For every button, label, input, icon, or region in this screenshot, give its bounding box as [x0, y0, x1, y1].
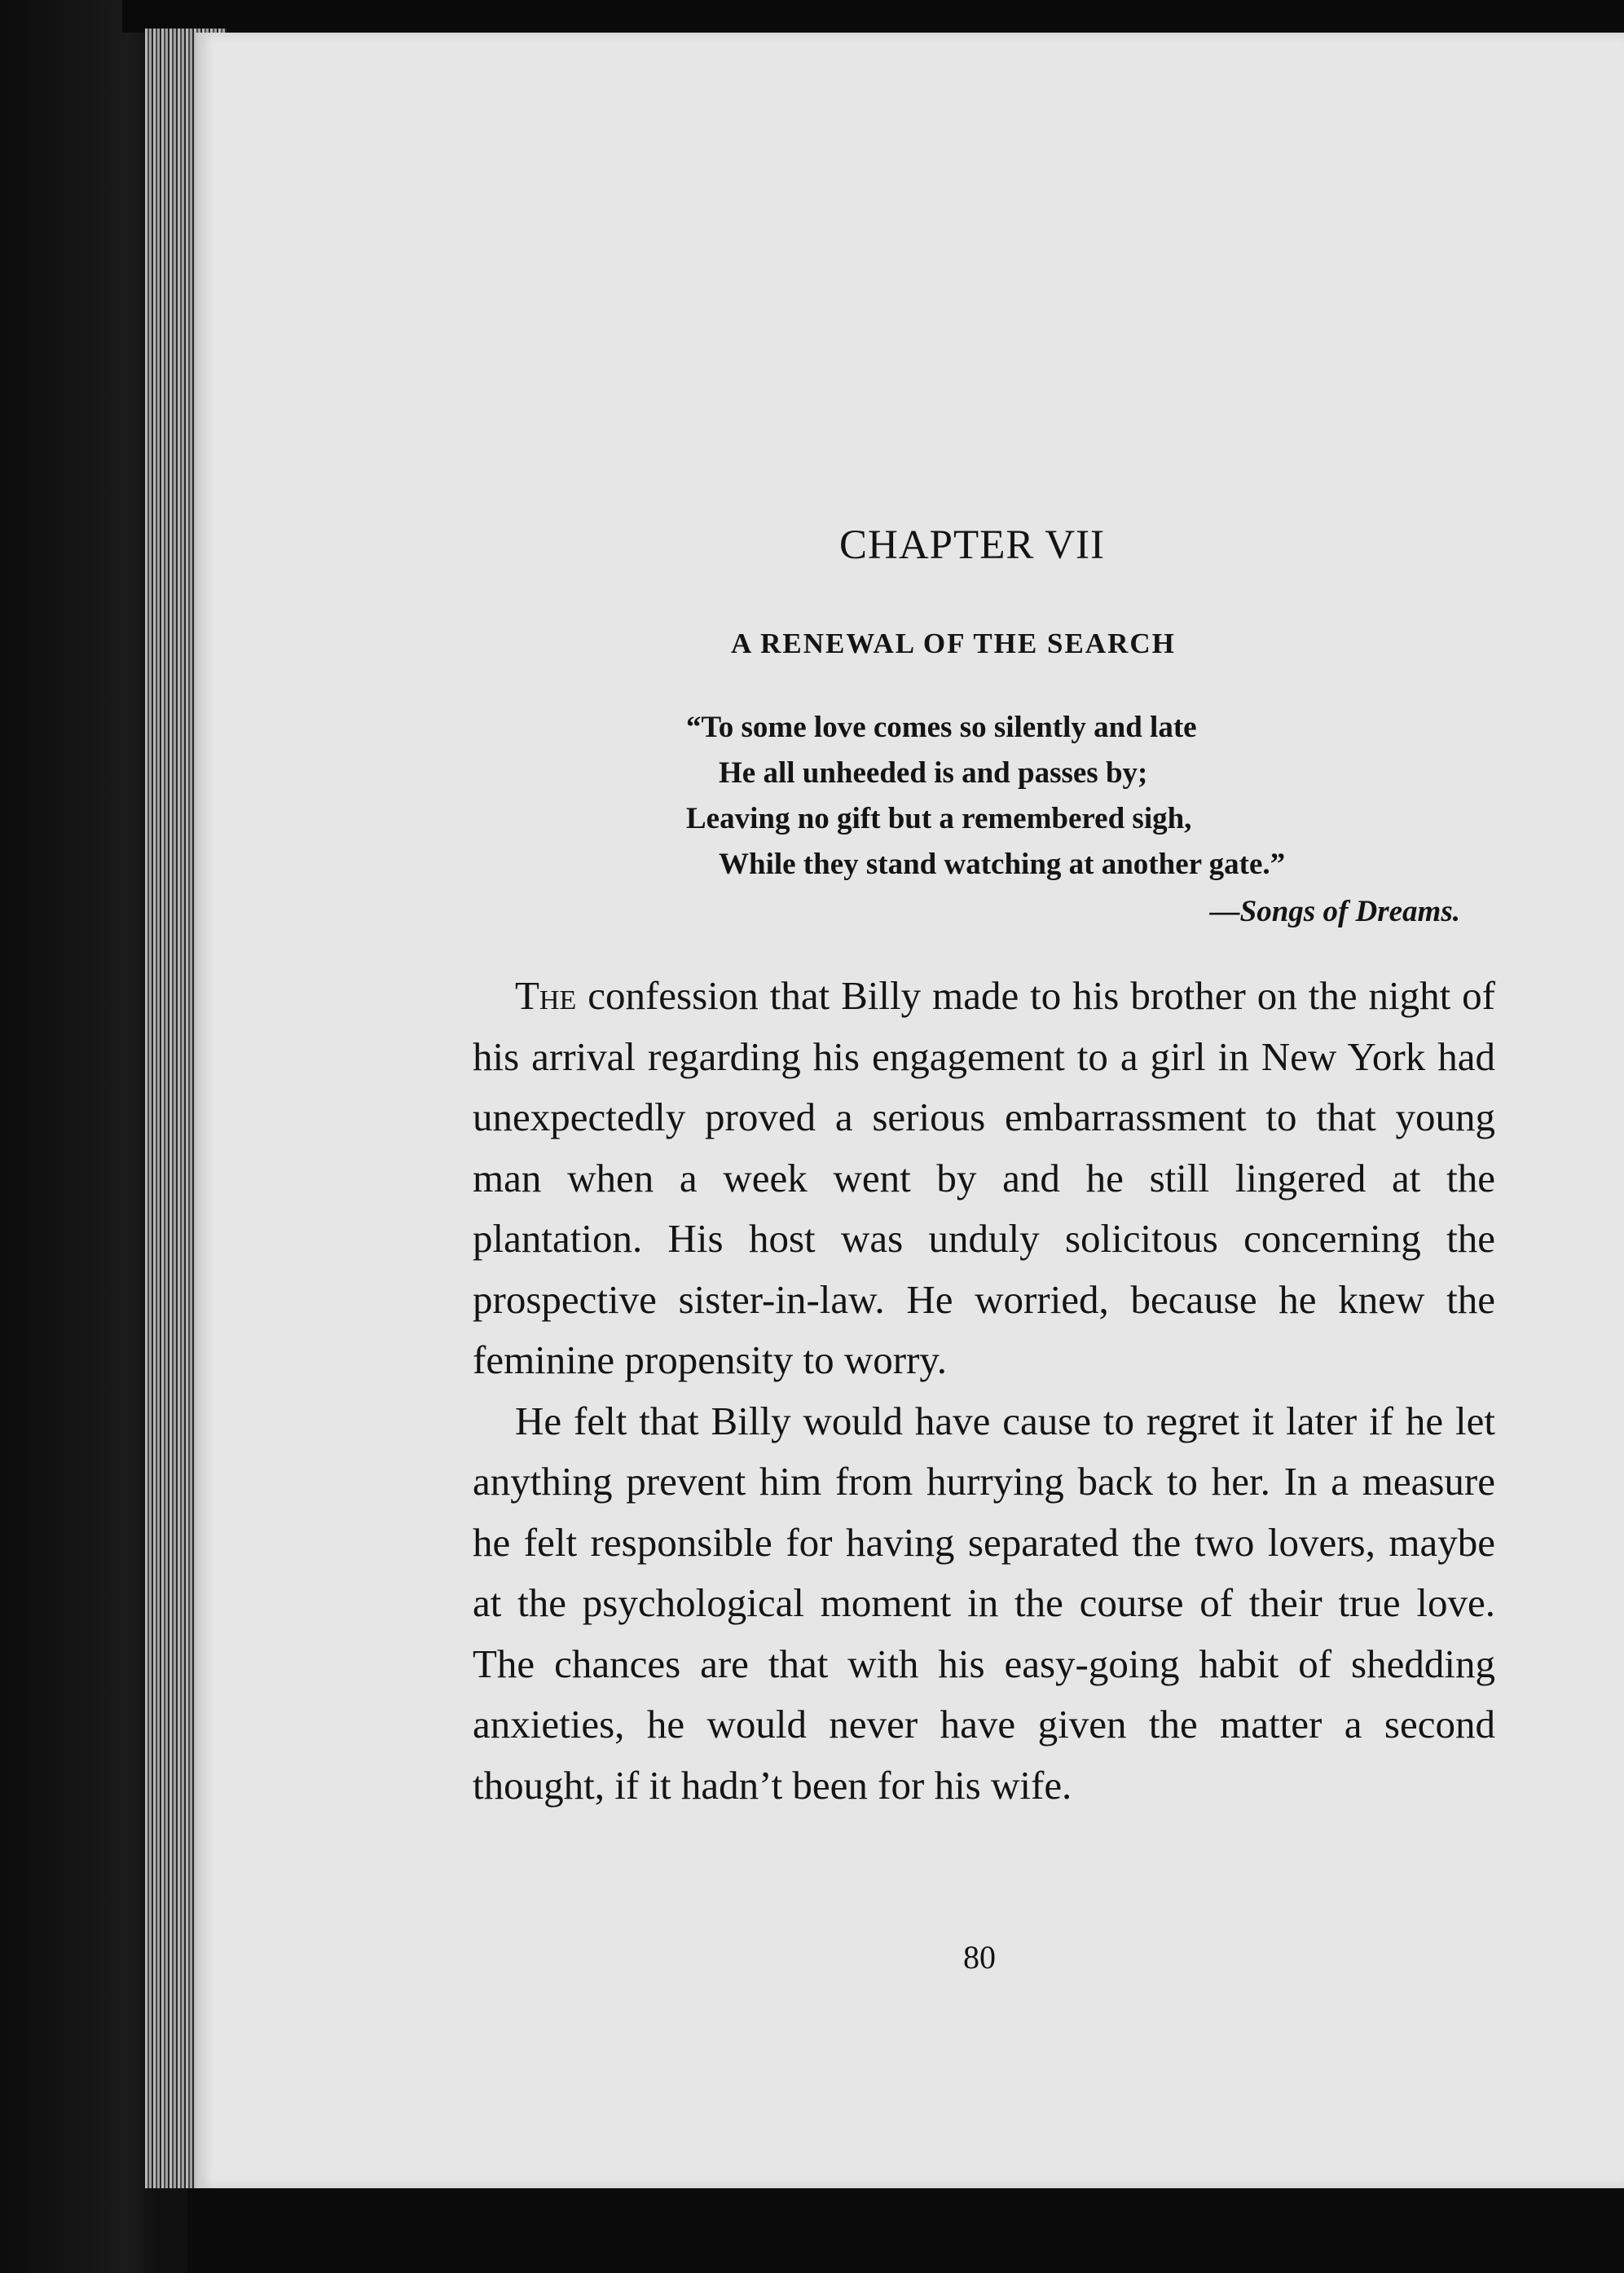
- epigraph-line: He all unheeded is and passes by;: [719, 756, 1148, 790]
- page-number: 80: [963, 1939, 996, 1976]
- paragraph: He felt that Billy would have cause to regret it later if he let anything prevent him from hurrying back to her. In a measure he felt responsible for having separated the two lovers, maybe at the psychological moment in the course of their true love. The chances are that with his easy-going habit of shedding anxieties, he would never have given the matter a second thought, if it hadn’t been for his wife.: [473, 1398, 1495, 1808]
- scan-bottom-edge: [187, 2188, 1624, 2273]
- paragraph-lead-word: The: [515, 973, 577, 1018]
- epigraph-line: While they stand watching at another gate.”: [719, 848, 1286, 881]
- paragraph: [473, 966, 1495, 1391]
- epigraph-attribution: —Songs of Dreams.: [1209, 895, 1460, 928]
- epigraph-line: “To some love comes so silently and late: [686, 711, 1197, 744]
- epigraph-line: Leaving no gift but a remembered sigh,: [686, 802, 1192, 835]
- scan-top-edge: [122, 0, 1624, 33]
- body-text: [473, 966, 1495, 1816]
- epigraph: [686, 705, 1468, 935]
- chapter-title: CHAPTER VII: [839, 522, 1105, 568]
- paragraph-text: confession that Billy made to his brother on the night of his arrival regarding his engagement to a girl in New York had unexpectedly proved a serious embarrassment to that young man when a week went by and he still lingered at the plantation. His host was unduly solicitous concerning the prospective sister-in-law. He worried, because he knew the feminine propensity to worry.: [473, 973, 1495, 1382]
- chapter-subtitle: A RENEWAL OF THE SEARCH: [731, 628, 1176, 659]
